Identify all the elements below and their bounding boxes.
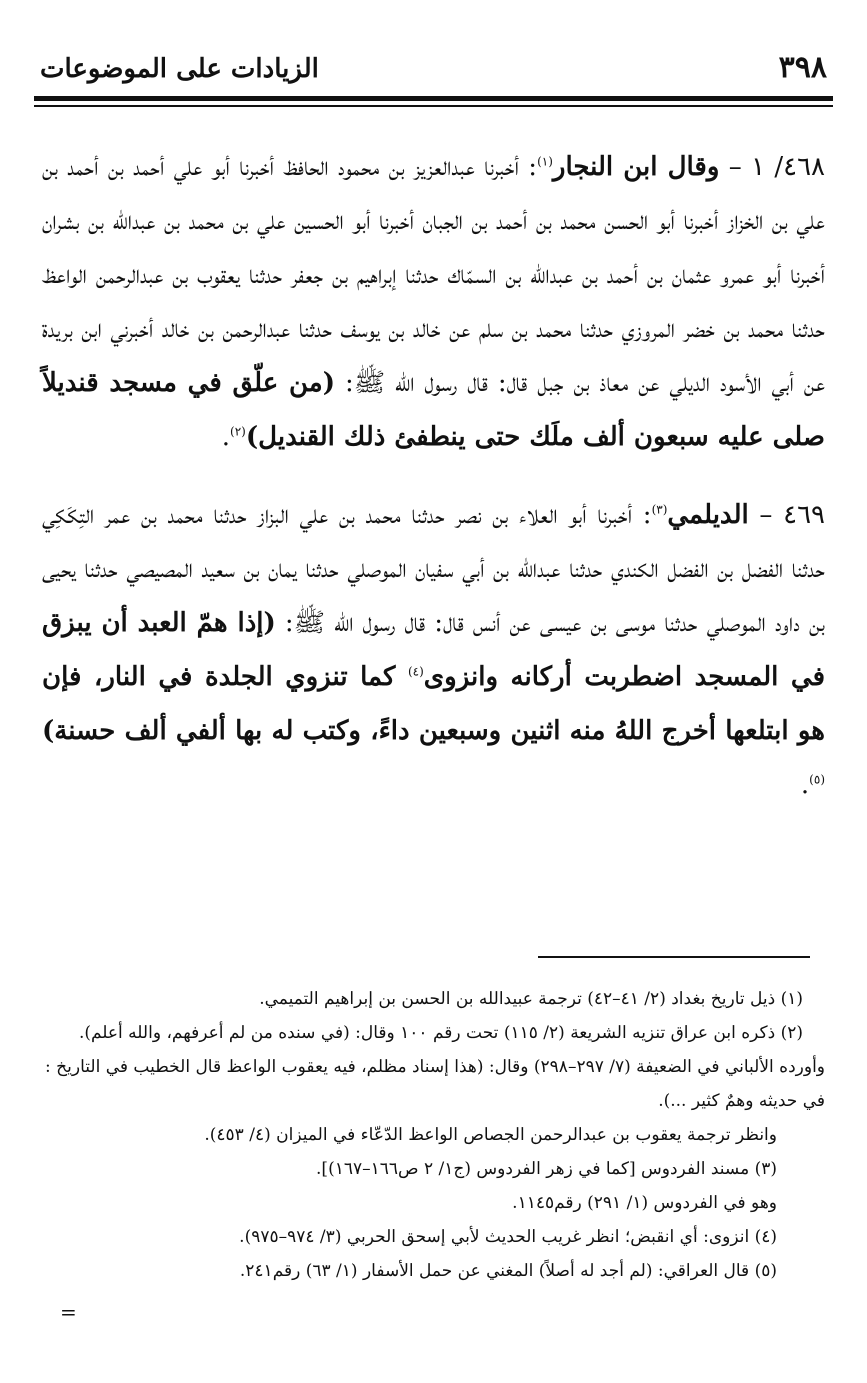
- footnote-3-continued: وهو في الفردوس (١/ ٢٩١) رقم١١٤٥.: [512, 1193, 777, 1213]
- running-title: الزيادات على الموضوعات: [40, 54, 319, 84]
- page-header: [40, 50, 827, 90]
- entry-number: ٤٦٩ –: [748, 500, 826, 530]
- isnad-text: : أخبرنا أبو العلاء بن نصر حدثنا محمد بن علي البزاز حدثنا محمد بن عمر التِكَكِي حدثنا الفضل بن الفضل الكندي حدثنا عبدالله بن أبي سفيان الموصلي حدثنا يمان بن سعيد المصيصي حدثنا يحيى بن داود الموصلي حدثنا موسى بن عيسى عن أنس قال: قال رسول الله ﷺ:: [42, 500, 825, 638]
- paragraph-gap: [42, 464, 825, 488]
- footnote-2-continued: وأورده الألباني في الضعيفة (٧/ ٢٩٧–٢٩٨) وقال: (هذا إسناد مظلم، فيه يعقوب الواعظ قال الخطيب في التاريخ : في حديثه وهمٌ كثير ...).: [45, 1057, 825, 1111]
- footnote-2-continued: وانظر ترجمة يعقوب بن عبدالرحمن الجصاص الواعظ الدّعّاء في الميزان (٤/ ٤٥٣).: [204, 1125, 777, 1145]
- entry-468: [42, 140, 825, 464]
- footnote-1: (١) ذيل تاريخ بغداد (٢/ ٤١–٤٢) ترجمة عبيدالله بن الحسن بن إبراهيم التميمي.: [259, 989, 803, 1009]
- footnotes: [42, 982, 825, 1288]
- margin-mark: =: [60, 1300, 77, 1324]
- footnote-4: (٤) انزوى: أي انقبض؛ انظر غريب الحديث لأبي إسحق الحربي (٣/ ٩٧٤–٩٧٥).: [239, 1227, 777, 1247]
- footnote-ref: (٤): [407, 664, 424, 679]
- header-rule-thin: [34, 105, 833, 107]
- hadith-text: (إذا همّ العبد أن يبزق في المسجد اضطربت أركانه وانزوى: [42, 608, 825, 692]
- narrator-name: الديلمي: [667, 500, 749, 530]
- footnote-ref: (١): [537, 154, 553, 169]
- hadith-text: (من علّق في مسجد قنديلاً صلى عليه سبعون ألف ملَك حتى ينطفئ ذلك القنديل): [42, 368, 825, 452]
- page-number: ٣٩٨: [778, 50, 827, 85]
- footnote-ref: (٣): [651, 502, 668, 517]
- footnote-2: (٢) ذكره ابن عراق تنزيه الشريعة (٢/ ١١٥) تحت رقم ١٠٠ وقال: (في سنده من لم أعرفهم، والله أعلم).: [78, 1023, 803, 1043]
- sentence-end: .: [800, 770, 810, 800]
- isnad-text: : أخبرنا عبدالعزيز بن محمود الحافظ أخبرنا أبو علي أحمد بن أحمد بن علي بن الخزاز أخبرنا أبو الحسن محمد بن أحمد بن الجبان أخبرنا أبو الحسين علي بن محمد بن عبدالله بن بشران أخبرنا أبو عمرو عثمان بن أحمد بن عبدالله بن السمّاك حدثنا إبراهيم بن جعفر حدثنا يعقوب بن عبدالرحمن الواعظ حدثنا محمد بن خضر المروزي حدثنا محمد بن سلم عن خالد بن يوسف حدثنا عبدالرحمن بن خالد أخبرني ابن بريدة عن أبي الأسود الديلي عن معاذ بن جبل قال: قال رسول الله ﷺ:: [42, 152, 825, 398]
- narrator-name: وقال ابن النجار: [552, 152, 720, 182]
- header-rule-thick: [34, 96, 833, 101]
- main-text: [42, 140, 825, 812]
- entry-469: [42, 488, 825, 812]
- footnote-separator: [538, 956, 810, 958]
- footnote-ref: (٥): [809, 772, 825, 787]
- footnote-3: (٣) مسند الفردوس [كما في زهر الفردوس (ج١/ ٢ ص١٦٦–١٦٧)].: [316, 1159, 777, 1179]
- footnote-ref: (٢): [230, 424, 246, 439]
- hadith-text: كما تنزوي الجلدة في النار، فإن هو ابتلعها أخرج اللهُ منه اثنين وسبعين داءً، وكتب له بها ألفي ألف حسنة): [42, 662, 825, 746]
- footnote-5: (٥) قال العراقي: (لم أجد له أصلاً) المغني عن حمل الأسفار (١/ ٦٣) رقم٢٤١.: [239, 1261, 777, 1281]
- sentence-end: .: [221, 422, 231, 452]
- entry-number: ٤٦٨/ ١ –: [719, 152, 826, 182]
